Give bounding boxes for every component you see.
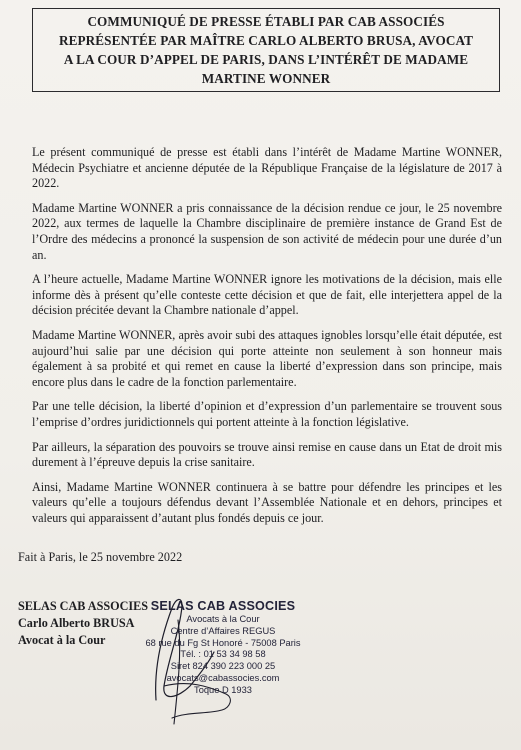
title-line-1: COMMUNIQUÉ DE PRESSE ÉTABLI PAR CAB ASSOCIÉS bbox=[87, 14, 445, 29]
stamp-line-1: Avocats à la Cour bbox=[186, 614, 260, 624]
stamp-line-2: Centre d’Affaires REGUS bbox=[170, 625, 276, 636]
stamp-line-3: 68 rue du Fg St Honoré - 75008 Paris bbox=[145, 637, 301, 648]
paragraph-appeal: A l’heure actuelle, Madame Martine WONNER ignore les motivations de la décision, mais elle informe dès à présent qu’elle conteste cette décision et que de fait, elle interjettera appel de la décision précitée devant la Chambre nationale d’appel. bbox=[32, 272, 502, 318]
title-line-4: MARTINE WONNER bbox=[201, 71, 331, 86]
handwritten-signature bbox=[138, 590, 258, 730]
stamp-line-7: Toque D 1933 bbox=[194, 684, 252, 695]
stamp-firm-name: SELAS CAB ASSOCIES bbox=[150, 599, 296, 613]
signatory-block bbox=[18, 598, 148, 649]
signatory-title: Avocat à la Cour bbox=[18, 633, 106, 647]
paragraph-conclusion: Ainsi, Madame Martine WONNER continuera à se battre pour défendre les principes et les valeurs qu’elle a toujours défendus devant l’Assemblée Nationale et en dehors, principes et valeurs qui apparaissent d’autant plus fondés depuis ce jour. bbox=[32, 479, 502, 525]
press-release-title-box bbox=[32, 8, 500, 92]
title-line-3: A LA COUR D’APPEL DE PARIS, DANS L’INTÉRÊT DE MADAME bbox=[63, 52, 469, 67]
paragraph-freedom: Par une telle décision, la liberté d’opinion et d’expression d’un parlementaire se trouvent sous l’emprise d’ordres juridictionnels qui portent atteinte à la fonction législative. bbox=[32, 399, 502, 429]
paragraph-attacks: Madame Martine WONNER, après avoir subi des attaques ignobles lorsqu’elle était députée, est aujourd’hui salie par une décision qui porte atteinte non seulement à son honneur mais également à sa probité et qui remet en cause la liberté d’expression dans son principe, mais encore plus dans le cadre de la fonction parlementaire. bbox=[32, 327, 502, 389]
stamp-line-4: Tél. : 01 53 34 98 58 bbox=[180, 649, 266, 660]
paragraph-decision: Madame Martine WONNER a pris connaissance de la décision rendue ce jour, le 25 novembre 2022, aux termes de laquelle la Chambre disciplinaire de première instance de Grand Est de l’Ordre des médecins a prononcé la suspension de son activité de médecin pour une durée d’un an. bbox=[32, 200, 502, 262]
signatory-firm: SELAS CAB ASSOCIES bbox=[18, 599, 149, 613]
signatory-name: Carlo Alberto BRUSA bbox=[18, 616, 135, 630]
date-line: Fait à Paris, le 25 novembre 2022 bbox=[18, 550, 183, 564]
stamp-line-5: Siret 824 390 223 000 25 bbox=[170, 661, 276, 672]
press-release-body bbox=[32, 145, 502, 535]
stamp-line-6: avocats@cabassocies.com bbox=[166, 672, 280, 683]
paragraph-separation: Par ailleurs, la séparation des pouvoirs se trouve ainsi remise en cause dans un Etat de droit mis durement à l’épreuve depuis la crise sanitaire. bbox=[32, 439, 502, 470]
paragraph-intro: Le présent communiqué de presse est établi dans l’intérêt de Madame Martine WONNER, Médecin Psychiatre et ancienne députée de la République Française de la législature de 2017 à 2022. bbox=[32, 145, 502, 191]
title-line-2: REPRÉSENTÉE PAR MAÎTRE CARLO ALBERTO BRUSA, AVOCAT bbox=[58, 33, 473, 48]
